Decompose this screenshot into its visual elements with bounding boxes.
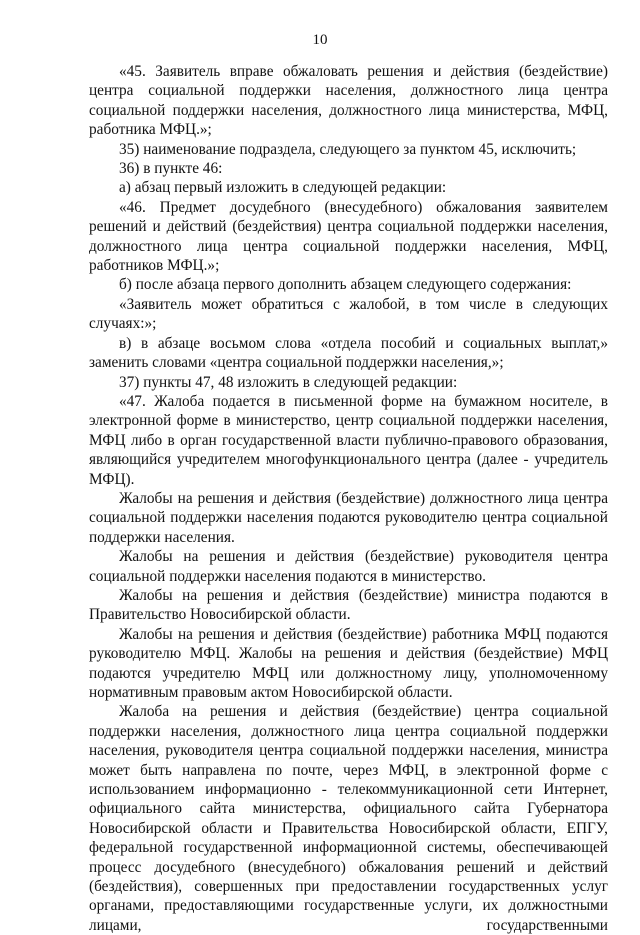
- paragraph-complaint-channels: Жалоба на решения и действия (бездействие) центра социальной поддержки населения, должностного лица центра социальной поддержки населения, руководителя центра социальной поддержки населения, министра может быть направлена по почте, через МФЦ, в электронной форме с использованием информационно - телекоммуникационной сети Интернет, официального сайта министерства, официального сайта Губернатора Новосибирской области и Правительства Новосибирской области, ЕПГУ, федеральной государственной информационной системы, обеспечивающей процесс досудебного (внесудебного) обжалования решений и действий (бездействия), совершенных при предоставлении государственных услуг органами, предоставляющими государственные услуги, их должностными лицами, государственными: [89, 703, 608, 934]
- paragraph-complaints-mfc: Жалобы на решения и действия (бездействие) работника МФЦ подаются руководителю МФЦ. Жалобы на решения и действия (бездействие) МФЦ подаются учредителю МФЦ или должностному лицу, уполномоченному нормативным правовым актом Новосибирской области.: [89, 625, 608, 701]
- page-number: 10: [312, 32, 328, 48]
- document-body: [89, 62, 608, 935]
- paragraph-complaints-minister: Жалобы на решения и действия (бездействие) министра подаются в Правительство Новосибирской области.: [89, 586, 608, 624]
- paragraph-applicant-complaint: «Заявитель может обратиться с жалобой, в том числе в следующих случаях:»;: [89, 295, 608, 333]
- paragraph-item-45-text: «45. Заявитель вправе обжаловать решения и действия (бездействие) центра социальной поддержки населения, должностного лица центра социальной поддержки населения, должностного лица министерства, МФЦ, работника МФЦ.»;: [89, 63, 608, 139]
- paragraph-amendment-35: 35) наименование подраздела, следующего за пунктом 45, исключить;: [119, 140, 577, 158]
- paragraph-amendment-37: 37) пункты 47, 48 изложить в следующей редакции:: [119, 373, 458, 391]
- paragraph-amendment-36: 36) в пункте 46:: [119, 160, 223, 178]
- paragraph-amendment-36b: б) после абзаца первого дополнить абзацем следующего содержания:: [119, 276, 572, 294]
- paragraph-item-46-text: «46. Предмет досудебного (внесудебного) обжалования заявителем решений и действий (бездействия) центра социальной поддержки населения, должностного лица центра социальной поддержки населения, МФЦ, работников МФЦ.»;: [89, 198, 608, 275]
- paragraph-complaints-official: Жалобы на решения и действия (бездействие) должностного лица центра социальной поддержки населения подаются руководителю центра социальной поддержки населения.: [89, 489, 608, 546]
- paragraph-complaints-head: Жалобы на решения и действия (бездействие) руководителя центра социальной поддержки населения подаются в министерство.: [89, 548, 608, 585]
- paragraph-item-47-text: «47. Жалоба подается в письменной форме на бумажном носителе, в электронной форме в министерство, центр социальной поддержки населения, МФЦ либо в орган государственной власти публично-правового образования, являющийся учредителем многофункционального центра (далее - учредитель МФЦ).: [89, 392, 608, 488]
- paragraph-amendment-36v: в) в абзаце восьмом слова «отдела пособий и социальных выплат,» заменить словами «центра социальной поддержки населения,»;: [89, 334, 608, 372]
- paragraph-amendment-36a: а) абзац первый изложить в следующей редакции:: [119, 179, 447, 197]
